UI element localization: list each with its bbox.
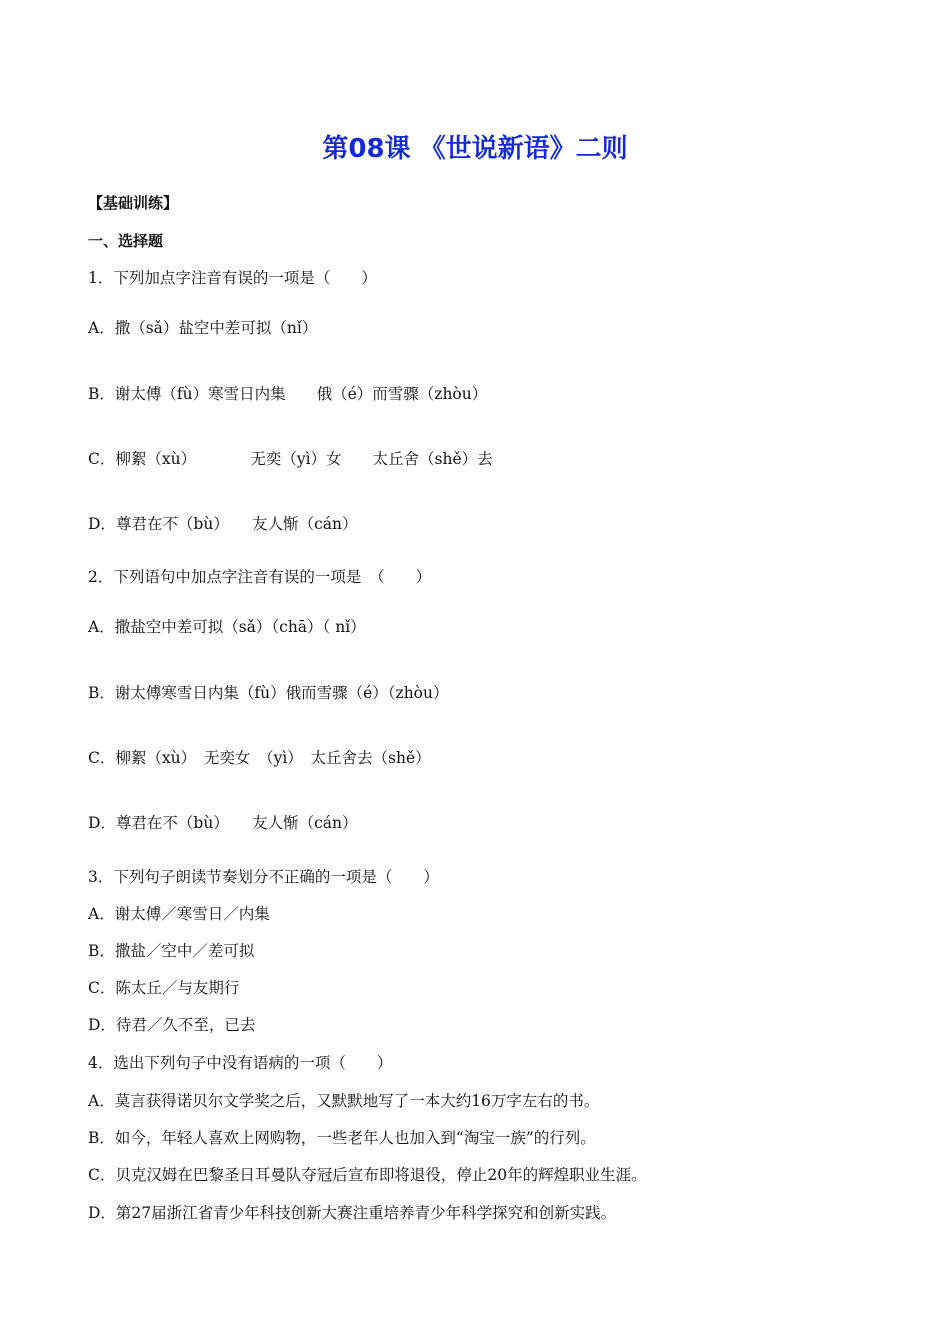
question-1: 1．下列加点字注音有误的一项是（ ）: [88, 269, 377, 287]
question-3-option-d: D．待君／久不至，已去: [88, 1016, 256, 1034]
question-3-option-a: A．谢太傅／寒雪日／内集: [88, 905, 270, 923]
section-heading: 【基础训练】: [88, 194, 179, 212]
question-4: 4．选出下列句子中没有语病的一项（ ）: [88, 1054, 393, 1072]
question-2-option-b: B．谢太傅寒雪日内集（fù）俄而雪骤（é）（zhòu）: [88, 684, 449, 702]
question-3: 3．下列句子朗读节奏划分不正确的一项是（ ）: [88, 868, 439, 886]
question-4-option-b: B．如今，年轻人喜欢上网购物，一些老年人也加入到“淘宝一族”的行列。: [88, 1129, 596, 1147]
question-2-option-d: D．尊君在不（bù） 友人惭（cán）: [88, 814, 358, 832]
page-title: 第08课 《世说新语》二则: [322, 134, 628, 164]
question-3-option-b: B．撒盐／空中／差可拟: [88, 942, 255, 960]
question-4-option-a: A．莫言获得诺贝尔文学奖之后，又默默地写了一本大约16万字左右的书。: [88, 1092, 600, 1110]
question-4-option-d: D．第27届浙江省青少年科技创新大赛注重培养青少年科学探究和创新实践。: [88, 1204, 617, 1222]
part-heading: 一、选择题: [88, 232, 164, 250]
question-4-option-c: C．贝克汉姆在巴黎圣日耳曼队夺冠后宣布即将退役，停止20年的辉煌职业生涯。: [88, 1166, 647, 1184]
question-1-option-c: C．柳絮（xù） 无奕（yì）女 太丘舍（shě）去: [88, 450, 493, 468]
question-1-option-a: A．撒（sǎ）盐空中差可拟（nǐ）: [88, 319, 318, 337]
question-2: 2．下列语句中加点字注音有误的一项是 （ ）: [88, 568, 432, 586]
question-2-option-c: C．柳絮（xù） 无奕女 （yì） 太丘舍去（shě）: [88, 749, 431, 767]
question-1-option-d: D．尊君在不（bù） 友人惭（cán）: [88, 515, 358, 533]
question-1-option-b: B．谢太傅（fù）寒雪日内集 俄（é）而雪骤（zhòu）: [88, 385, 488, 403]
question-2-option-a: A．撒盐空中差可拟（sǎ）（chā）（ nǐ）: [88, 618, 366, 636]
question-3-option-c: C．陈太丘／与友期行: [88, 979, 240, 997]
